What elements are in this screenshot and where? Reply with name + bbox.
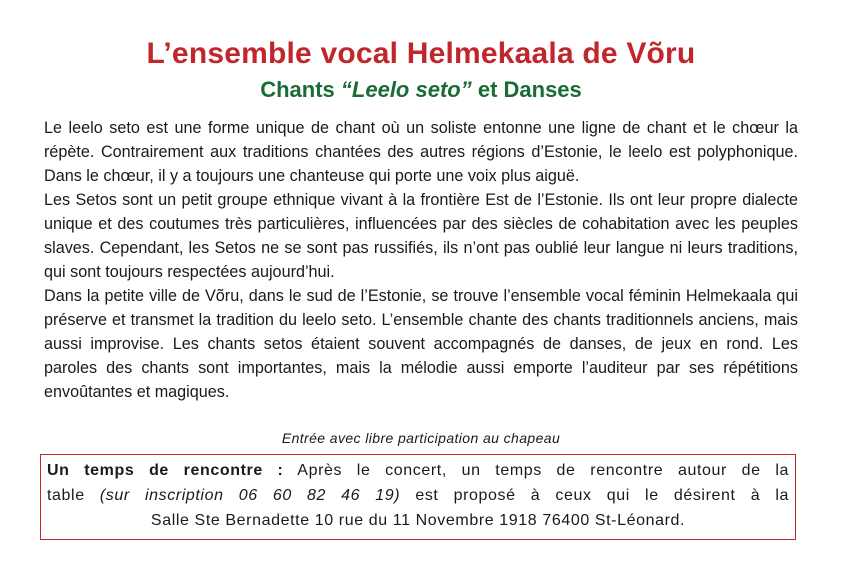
meeting-line-2-start: table (47, 487, 100, 504)
page-subtitle (0, 76, 842, 104)
subtitle-text-after: et Danses (471, 77, 582, 102)
paragraph-leelo: Le leelo seto est une forme unique de chant où un soliste entonne une ligne de chant et le chœur la répète. Contrairement aux traditions chantées des autres régions d’Estonie, le leelo est polyphonique. Dans le chœur, il y a toujours une chanteuse qui porte une voix plus aiguë. (44, 119, 798, 185)
page-title: L’ensemble vocal Helmekaala de Võru (146, 37, 696, 70)
entry-note: Entrée avec libre participation au chapeau (281, 430, 561, 446)
registration-phone: (sur inscription 06 60 82 46 19) (99, 487, 401, 504)
meeting-line-1 (47, 458, 789, 483)
paragraph-setos: Les Setos sont un petit groupe ethnique vivant à la frontière Est de l’Estonie. Ils ont leur propre dialecte unique et des coutumes très particulières, influencées par des siècles de cohabitation avec les peuples slaves. Cependant, les Setos ne se sont pas russifiés, ils n’ont pas oublié leur langue ni leurs traditions, qui sont toujours respectées aujourd’hui. (44, 191, 798, 281)
subtitle-italic-text: “Leelo seto” (340, 77, 472, 102)
meeting-info-box (40, 454, 796, 540)
meeting-line-1-text: Après le concert, un temps de rencontre autour de la (283, 462, 789, 479)
subtitle-text-before: Chants (260, 77, 341, 102)
meeting-line-2 (47, 483, 789, 508)
paragraph-voru: Dans la petite ville de Võru, dans le sud de l’Estonie, se trouve l’ensemble vocal féminin Helmekaala qui préserve et transmet la tradition du leelo seto. L’ensemble chante des chants traditionnels anciens, mais aussi improvise. Les chants setos étaient souvent accompagnés de danses, de jeux en rond. Les paroles des chants sont importantes, mais la mélodie aussi emporte l’auditeur par ses répétitions envoûtantes et magiques. (44, 287, 798, 401)
meeting-line-2-end: est proposé à ceux qui le désirent à la (400, 487, 789, 504)
description-body (44, 116, 798, 404)
meeting-label: Un temps de rencontre : (47, 462, 284, 479)
venue-address: Salle Ste Bernadette 10 rue du 11 Novembre 1918 76400 St-Léonard. (150, 512, 686, 529)
